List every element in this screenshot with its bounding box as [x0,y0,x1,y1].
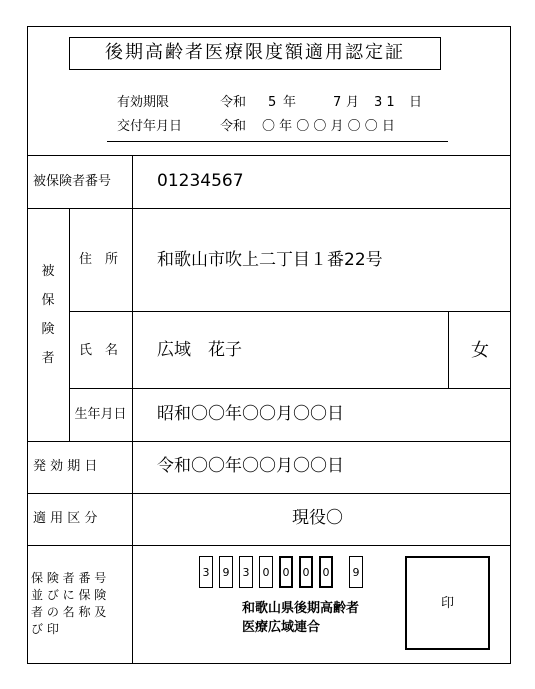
insured-number-label: 被保険者番号 [33,174,112,189]
birthdate-value: 昭和〇〇年〇〇月〇〇日 [157,404,344,424]
issue-underline [107,141,448,142]
validity-month: 7 [333,95,342,110]
label-column-rule [132,155,133,664]
effective-date-value: 令和〇〇年〇〇月〇〇日 [157,456,344,476]
insurer-label [31,570,131,638]
insurer-name-line2: 医療広域連合 [242,620,321,635]
seal-label: 印 [440,596,454,611]
issue-label: 交付年月日 [117,119,183,134]
rule [27,493,511,494]
name-value: 広域 花子 [157,340,242,360]
rule [27,208,511,209]
rule [69,311,511,312]
insurer-digit: 9 [349,556,363,588]
name-label: 氏 名 [79,343,119,358]
insurer-label-line: 並 び に 保 険 [31,588,107,602]
group-char: 険 [41,322,55,337]
insurer-label-line: 保 険 者 番 号 [31,571,107,585]
insurer-name-line1: 和歌山県後期高齢者 [242,601,360,616]
validity-year-unit: 年 [283,95,297,110]
address-label: 住 所 [79,252,119,267]
insured-person-group-label [39,265,57,365]
insurer-label-line: び 印 [31,622,59,636]
sex-value: 女 [471,340,489,361]
rule [27,155,511,156]
group-char: 者 [41,351,55,366]
insurer-digit: 0 [279,556,293,588]
validity-day-unit: 日 [409,95,423,110]
group-char: 保 [41,293,55,308]
effective-date-label: 発 効 期 日 [33,459,98,474]
insurer-digit: 9 [219,556,233,588]
validity-label: 有効期限 [117,95,170,110]
issue-date: 〇 年 〇 〇 月 〇 〇 日 [262,119,395,134]
insurer-digit: 0 [259,556,273,588]
card-title: 後期高齢者医療限度額適用認定証 [105,42,405,63]
rule [27,441,511,442]
validity-month-unit: 月 [346,95,360,110]
group-char: 被 [41,264,55,279]
validity-day: 3 1 [374,95,395,110]
category-label: 適 用 区 分 [33,511,98,526]
rule [69,388,511,389]
insurer-digit: 0 [299,556,313,588]
insurer-digit: 3 [199,556,213,588]
birthdate-label: 生年月日 [74,407,127,422]
issue-era: 令和 [220,119,247,134]
rule [27,545,511,546]
insurer-digit: 3 [239,556,253,588]
insurer-digit: 0 [319,556,333,588]
insurer-label-line: 者 の 名 称 及 [31,605,107,619]
category-value: 現役〇 [292,508,343,528]
address-value: 和歌山市吹上二丁目１番22号 [157,250,383,270]
insured-number-value: 01234567 [157,171,244,191]
validity-era: 令和 [220,95,247,110]
validity-year: 5 [268,95,277,110]
group-column-rule [69,208,70,441]
